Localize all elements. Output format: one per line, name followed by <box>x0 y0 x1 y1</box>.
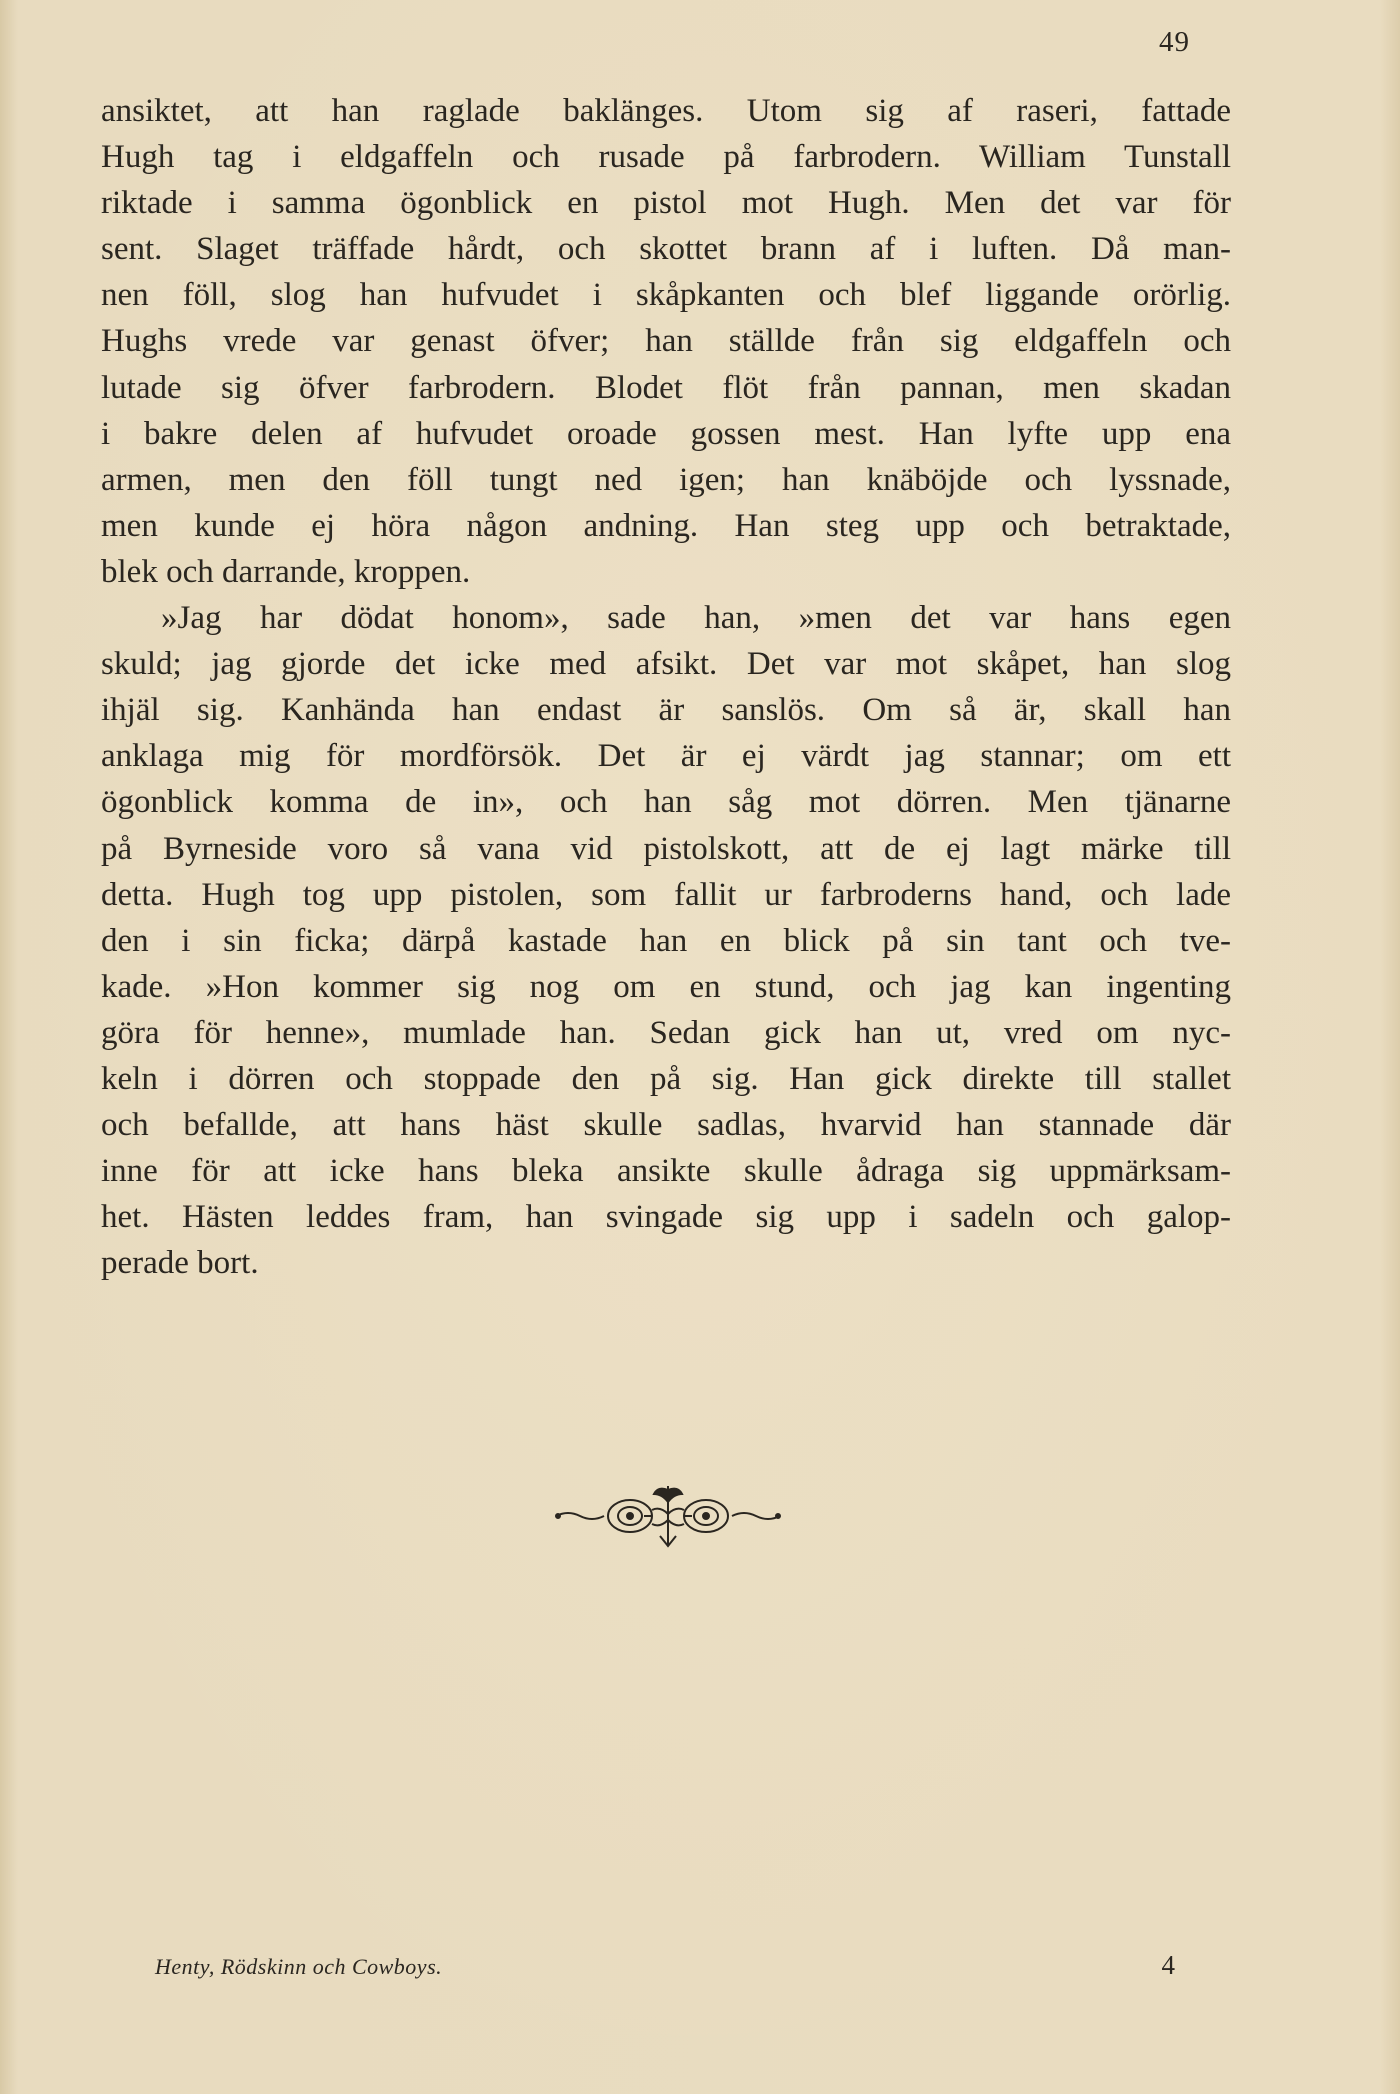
signature-mark: 4 <box>1161 1950 1175 1980</box>
page-number: 49 <box>1159 26 1190 58</box>
text-line: ansiktet, att han raglade baklänges. Utom sig af raseri, fattade <box>101 93 1231 129</box>
text-line: armen, men den föll tungt ned igen; han knäböjde och lyssnade, <box>101 461 1231 498</box>
floral-ornament-icon <box>548 1480 788 1550</box>
text-line: riktade i samma ögonblick en pistol mot Hugh. Men det var för <box>101 185 1231 222</box>
text-line: lutade sig öfver farbrodern. Blodet flöt från pannan, men skadan <box>101 369 1231 406</box>
text-line: anklaga mig för mordförsök. Det är ej värdt jag stannar; om ett <box>101 738 1231 775</box>
text-line: men kunde ej höra någon andning. Han steg upp och betraktade, <box>101 507 1231 544</box>
text-line: het. Hästen leddes fram, han svingade sig upp i sadeln och galop- <box>101 1199 1231 1236</box>
text-line: perade bort. <box>101 1245 259 1282</box>
body-text <box>101 88 1231 1286</box>
text-line: »Jag har dödat honom», sade han, »men det var hans egen <box>161 600 1231 637</box>
text-line: keln i dörren och stoppade den på sig. Han gick direkte till stallet <box>101 1060 1231 1097</box>
footer <box>155 1950 1175 1980</box>
text-line: Hughs vrede var genast öfver; han ställde från sig eldgaffeln och <box>101 323 1231 360</box>
text-line: ögonblick komma de in», och han såg mot dörren. Men tjänarne <box>101 784 1231 821</box>
text-line: sent. Slaget träffade hårdt, och skottet brann af i luften. Då man- <box>101 231 1231 268</box>
text-line: ihjäl sig. Kanhända han endast är sanslös. Om så är, skall han <box>101 692 1231 729</box>
text-line: och befallde, att hans häst skulle sadlas, hvarvid han stannade där <box>101 1107 1231 1144</box>
running-footer-title: Henty, Rödskinn och Cowboys. <box>155 1954 443 1979</box>
text-line: skuld; jag gjorde det icke med afsikt. Det var mot skåpet, han slog <box>101 646 1231 683</box>
text-line: i bakre delen af hufvudet oroade gossen mest. Han lyfte upp ena <box>101 415 1231 452</box>
text-line: Hugh tag i eldgaffeln och rusade på farbrodern. William Tunstall <box>101 139 1231 176</box>
text-line: den i sin ficka; därpå kastade han en blick på sin tant och tve- <box>101 922 1231 959</box>
text-line: detta. Hugh tog upp pistolen, som fallit ur farbroderns hand, och lade <box>101 876 1231 913</box>
text-line: inne för att icke hans bleka ansikte skulle ådraga sig uppmärksam- <box>101 1153 1231 1190</box>
text-line: göra för henne», mumlade han. Sedan gick han ut, vred om nyc- <box>101 1014 1231 1051</box>
text-line: på Byrneside voro så vana vid pistolskott, att de ej lagt märke till <box>101 830 1231 867</box>
text-line: nen föll, slog han hufvudet i skåpkanten och blef liggande orörlig. <box>101 277 1231 314</box>
text-line: blek och darrande, kroppen. <box>101 553 471 590</box>
text-line: kade. »Hon kommer sig nog om en stund, och jag kan ingenting <box>101 968 1231 1005</box>
